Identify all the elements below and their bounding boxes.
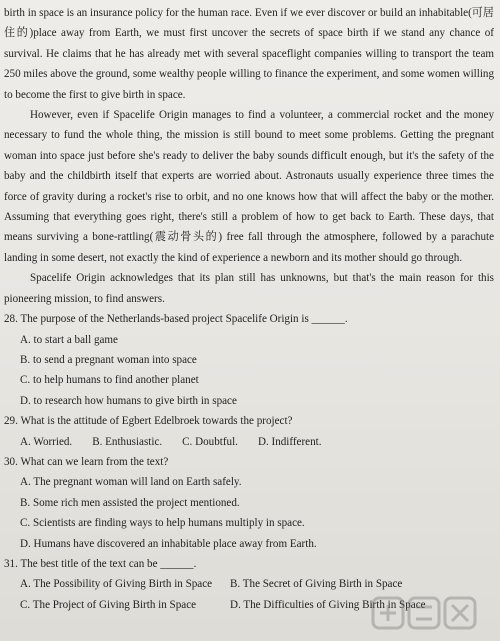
question-29 [4,411,494,452]
question-29-option-a: A. Worried. [20,435,73,448]
question-29-option-b: B. Enthusiastic. [92,435,163,448]
question-28-option-c: C. to help humans to find another planet [20,374,199,387]
question-29-option-d: D. Indifferent. [257,435,322,448]
question-28 [4,309,494,411]
watermark-stamp-icon [370,595,490,637]
question-31-option-a: A. The Possibility of Giving Birth in Space [20,578,213,591]
question-31-stem: 31. The best title of the text can be ______. [4,557,197,570]
question-28-option-d: D. to research how humans to give birth in space [20,394,237,407]
question-30-stem: 30. What can we learn from the text? [4,455,169,468]
question-29-option-c: C. Doubtful. [182,435,238,448]
question-31-options-row-1 [20,574,494,594]
question-28-option-b: B. to send a pregnant woman into space [20,353,197,366]
question-31-option-d: D. The Difficulties of Giving Birth in Space [230,598,426,611]
question-31-option-c: C. The Project of Giving Birth in Space [20,598,197,611]
question-29-options [20,432,494,452]
question-29-stem: 29. What is the attitude of Egbert Edelbroek towards the project? [4,415,293,428]
question-28-stem: 28. The purpose of the Netherlands-based project Spacelife Origin is ______. [4,313,348,326]
question-30-option-b: B. Some rich men assisted the project mentioned. [20,496,240,509]
question-30-option-a: A. The pregnant woman will land on Earth safely. [20,476,242,489]
question-31-option-b: B. The Secret of Giving Birth in Space [230,578,403,591]
passage-paragraph-3: Spacelife Origin acknowledges that its plan still has unknowns, but that's the main reason for this pioneering mission, to find answers. [4,272,494,305]
question-28-option-a: A. to start a ball game [20,333,118,346]
question-30-option-d: D. Humans have discovered an inhabitable place away from Earth. [20,537,317,550]
passage-paragraph-2: However, even if Spacelife Origin manages to find a volunteer, a commercial rocket and the money necessary to fund the whole thing, the mission is still bound to meet some problems. Getting the pregnant woman into space just before she's ready to deliver the baby sounds difficult enough, but it's the safety of the baby and the childbirth itself that experts are worried about. Astronauts usually experience three times the force of gravity during a rocket's rise to orbit, and no one knows how that will affect the baby or the mother. Assuming that everything goes right, there's still a problem of how to get back to Earth. These days, that means surviving a bone-rattling(震动骨头的) free fall through the atmosphere, followed by a parachute landing in some desert, not exactly the kind of experience a newborn and its mother should go through. [4,109,494,264]
question-30-option-c: C. Scientists are finding ways to help humans multiply in space. [20,517,305,530]
question-30 [4,452,494,554]
passage-paragraph-1: birth in space is an insurance policy for the human race. Even if we ever discover or build an inhabitable(可居住的)place away from Earth, we must first uncover the secrets of space birth if we stand any chance of survival. He claims that he has already met with several spaceflight companies willing to transport the team 250 miles above the ground, some wealthy people willing to finance the experiment, and some women willing to become the first to give birth in space. [4,7,494,101]
